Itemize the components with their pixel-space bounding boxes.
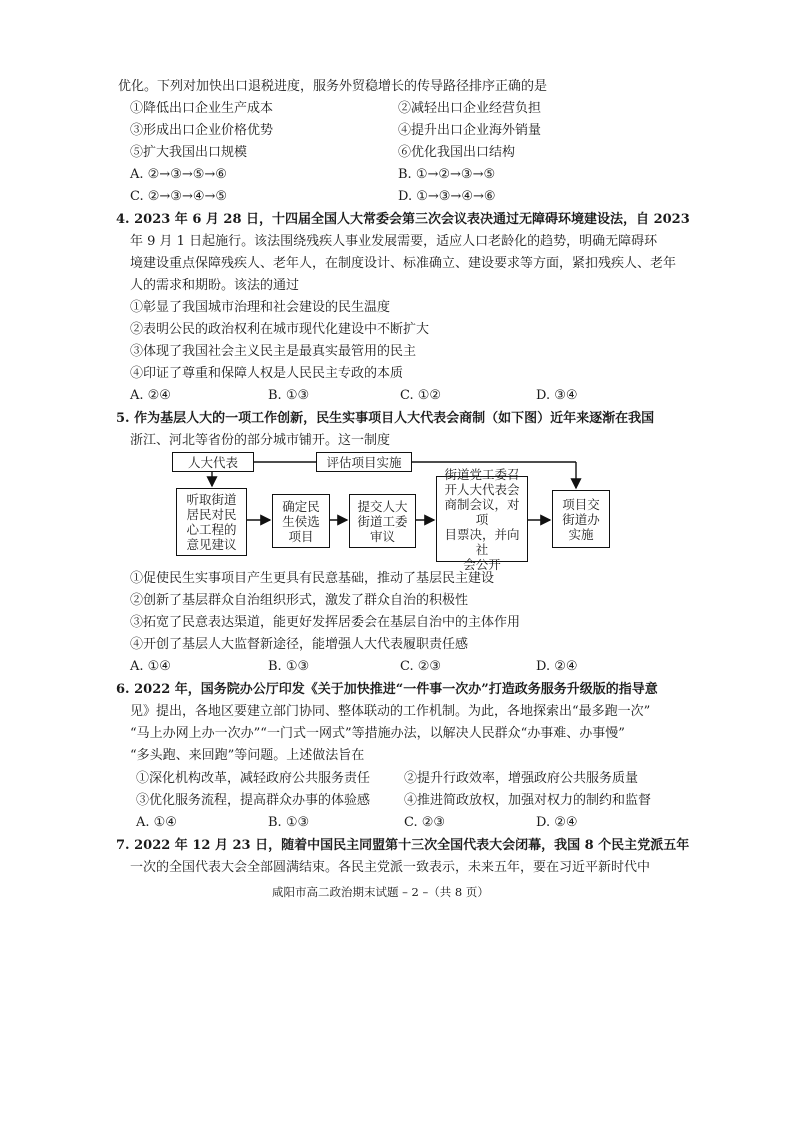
q6-choice-b: B. ①③ [268,815,310,830]
q6-item-4: ④推进简政放权，加强对权力的制约和监督 [404,793,652,808]
q4-item-3: ③体现了我国社会主义民主是最真实最管用的民主 [130,344,417,359]
q6-choice-a: A. ①④ [136,815,177,830]
box5-line-2: 街道办 [562,511,600,527]
q4-choice-b: B. ①③ [268,388,310,403]
box-evaluate-label: 评估项目实施 [326,454,402,470]
q5-choice-a: A. ①④ [130,659,171,674]
q5-item-1: ①促使民生实事项目产生更具有民意基础，推动了基层民主建设 [130,571,495,586]
box5-line-3: 实施 [568,526,594,542]
box3-line-1: 提交人大 [357,498,408,514]
box4-line-2: 开人大代表会 [444,481,520,497]
q4-stem-line-3: 境建设重点保障残疾人、老年人，在制度设计、标准确立、建设要求等方面，紧扣残疾人、老年 [130,256,677,271]
box3-line-3: 审议 [369,528,395,544]
box1-line-2: 居民对民 [186,507,237,522]
q3-choice-a: A. ②→③→⑤→⑥ [130,167,227,182]
q6-choice-c: C. ②③ [404,815,446,830]
q6-item-3: ③优化服务流程，提高群众办事的体验感 [136,793,371,808]
q5-choice-d: D. ②④ [536,659,578,674]
q4-stem-line-1: 4. 2023 年 6 月 28 日，十四届全国人大常委会第三次会议表决通过无障碍环境建设法，自 2023 [116,212,690,227]
q5-stem-line-2: 浙江、河北等省份的部分城市铺开。这一制度 [130,433,391,448]
q5-choice-c: C. ②③ [400,659,442,674]
q7-stem-line-2: 一次的全国代表大会全部圆满结束。各民主党派一致表示，未来五年，要在习近平新时代中 [130,860,651,875]
q3-item-1: ①降低出口企业生产成本 [130,101,274,116]
box-implement [552,490,610,548]
box-candidate-projects [272,494,330,548]
box-council-vote [436,466,528,572]
box-submit-review [349,494,416,548]
q3-item-2: ②减轻出口企业经营负担 [398,101,542,116]
box1-line-1: 听取街道 [186,492,237,507]
q6-stem-line-4: “多头跑、来回跑”等问题。上述做法旨在 [130,748,365,763]
q4-stem-line-4: 人的需求和期盼。该法的通过 [130,278,300,293]
box4-line-4: 目票决，并向社 [444,526,520,557]
q4-item-4: ④印证了尊重和保障人权是人民民主专政的本质 [130,366,404,381]
q4-choice-a: A. ②④ [130,388,171,403]
box-listen-opinions [176,488,247,556]
box5-line-1: 项目交 [562,496,600,512]
q3-item-5: ⑤扩大我国出口规模 [130,145,248,160]
box2-line-1: 确定民 [282,498,320,514]
q6-choice-d: D. ②④ [536,815,578,830]
q6-item-2: ②提升行政效率，增强政府公共服务质量 [404,771,639,786]
q4-choice-d: D. ③④ [536,388,578,403]
box-npc-reps-label: 人大代表 [187,454,238,470]
q5-choice-b: B. ①③ [268,659,310,674]
box1-line-4: 意见建议 [186,537,237,552]
q6-stem-line-1: 6. 2022 年，国务院办公厅印发《关于加快推进“一件事一次办”打造政务服务升级版的指导意 [116,682,658,697]
q4-stem-line-2: 年 9 月 1 日起施行。该法围绕残疾人事业发展需要，适应人口老龄化的趋势，明确无障碍环 [130,234,658,249]
q5-item-3: ③拓宽了民意表达渠道，能更好发挥居委会在基层自治中的主体作用 [130,615,521,630]
box-npc-reps [172,452,254,472]
q3-choice-b: B. ①→②→③→⑤ [398,167,496,182]
box3-line-2: 街道工委 [357,513,408,529]
q3-item-3: ③形成出口企业价格优势 [130,123,274,138]
box4-line-1: 街道党工委召 [444,466,520,482]
q3-choice-d: D. ①→③→④→⑥ [398,189,496,204]
q5-item-2: ②创新了基层群众自治组织形式，激发了群众自治的积极性 [130,593,469,608]
q3-item-6: ⑥优化我国出口结构 [398,145,516,160]
q6-stem-line-3: “马上办网上办一次办”“一门式一网式”等措施办法，以解决人民群众“办事难、办事慢” [130,726,625,741]
box4-line-3: 商制会议，对项 [444,496,520,527]
box2-line-3: 项目 [288,528,314,544]
box-evaluate [316,452,412,472]
box1-line-3: 心工程的 [186,522,237,537]
q6-item-1: ①深化机构改革，减轻政府公共服务责任 [136,771,371,786]
box2-line-2: 生侯选 [282,513,320,529]
q6-stem-line-2: 见》提出，各地区要建立部门协同、整体联动的工作机制。为此，各地探索出“最多跑一次” [130,704,651,719]
q4-choice-c: C. ①② [400,388,442,403]
q5-stem-line-1: 5. 作为基层人大的一项工作创新，民生实事项目人大代表会商制（如下图）近年来逐渐在我国 [116,411,655,426]
q3-item-4: ④提升出口企业海外销量 [398,123,542,138]
q3-stem-tail: 优化。下列对加快出口退税进度，服务外贸稳增长的传导路径排序正确的是 [118,79,548,94]
q7-stem-line-1: 7. 2022 年 12 月 23 日，随着中国民主同盟第十三次全国代表大会闭幕，我国 8 个民主党派五年 [116,838,690,853]
page-footer: 咸阳市高二政治期末试题 – 2 –（共 8 页） [272,885,489,899]
q5-item-4: ④开创了基层人大监督新途径，能增强人大代表履职责任感 [130,637,469,652]
box4-line-5: 会公开 [463,556,501,572]
q3-choice-c: C. ②→③→④→⑤ [130,189,228,204]
q4-item-2: ②表明公民的政治权利在城市现代化建设中不断扩大 [130,322,430,337]
q4-item-1: ①彰显了我国城市治理和社会建设的民生温度 [130,300,391,315]
